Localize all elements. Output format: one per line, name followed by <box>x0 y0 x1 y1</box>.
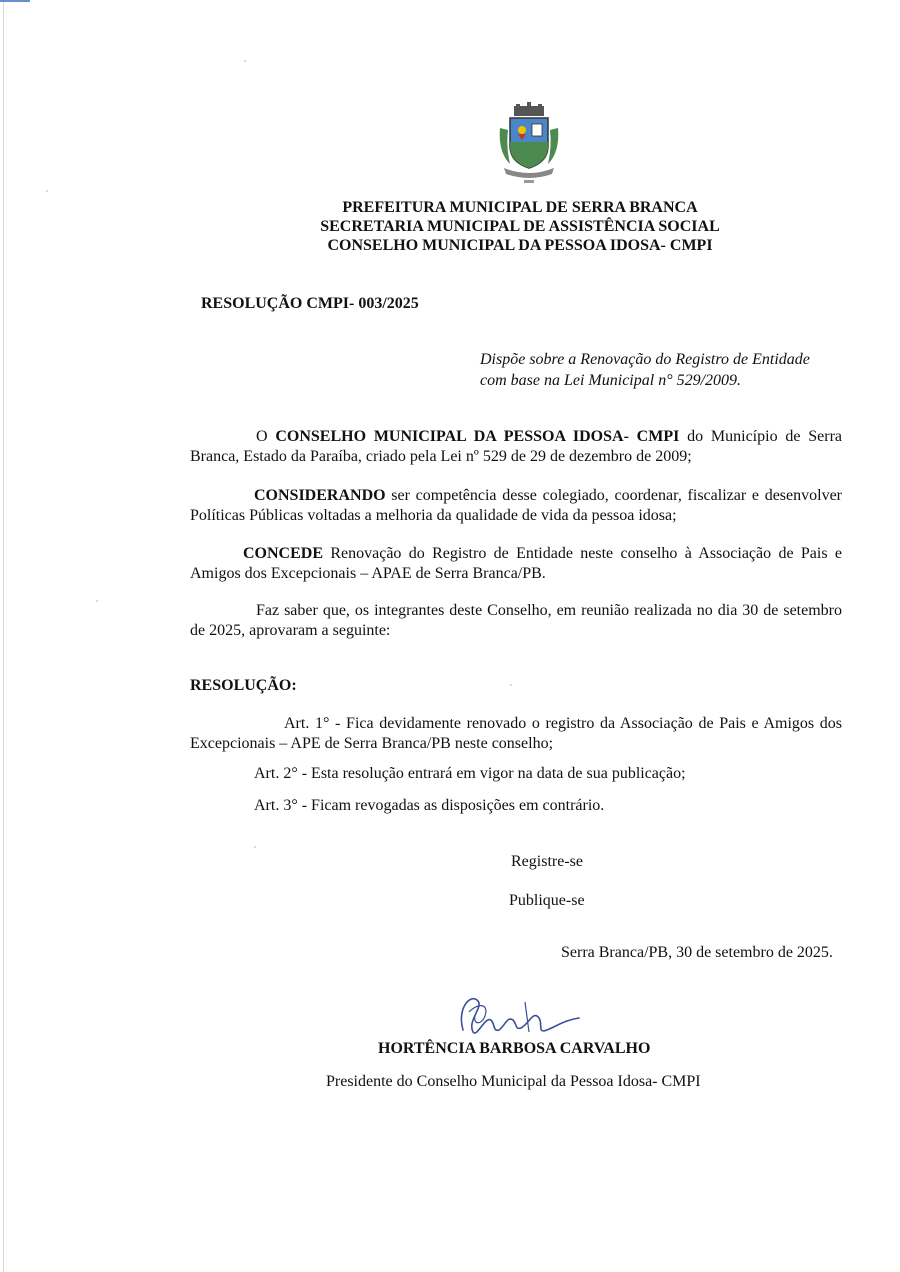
article-2: Art. 2° - Esta resolução entrará em vigor na data de sua publicação; <box>254 765 686 782</box>
paragraph-considerando <box>190 486 842 526</box>
article-3: Art. 3° - Ficam revogadas as disposições em contrário. <box>254 797 605 814</box>
scan-speck <box>96 600 98 602</box>
paragraph-conselho <box>190 427 842 467</box>
ementa-line2: com base na Lei Municipal n° 529/2009. <box>480 372 742 389</box>
registre-se: Registre-se <box>511 853 583 870</box>
paragraph-text: ser competência desse colegiado, coordenar, fiscalizar e desenvolver Políticas Públicas voltadas a melhoria da qualidade de vida da pessoa idosa; <box>190 487 842 524</box>
header-secretaria: SECRETARIA MUNICIPAL DE ASSISTÊNCIA SOCIAL <box>320 218 720 235</box>
article-1: Art. 1° - Fica devidamente renovado o registro da Associação de Pais e Amigos dos Excepcionais – APE de Serra Branca/PB neste conselho; <box>190 715 842 752</box>
handwritten-signature <box>455 990 585 1040</box>
ementa <box>480 349 842 391</box>
crest-laurel-right <box>548 128 558 164</box>
place-date: Serra Branca/PB, 30 de setembro de 2025. <box>561 944 833 961</box>
signatory-name: HORTÊNCIA BARBOSA CARVALHO <box>378 1040 651 1057</box>
ementa-line1: Dispõe sobre a Renovação do Registro de Entidade <box>480 351 810 368</box>
crest-laurel-left <box>500 128 510 164</box>
scan-speck <box>254 846 256 848</box>
council-name-bold: CONSELHO MUNICIPAL DA PESSOA IDOSA- CMPI <box>275 428 680 445</box>
paragraph-faz-saber: Faz saber que, os integrantes deste Conselho, em reunião realizada no dia 30 de setembro de 2025, aprovaram a seguinte: <box>190 602 842 639</box>
resolution-title: RESOLUÇÃO CMPI- 003/2025 <box>201 295 419 312</box>
paragraph-text: Renovação do Registro de Entidade neste conselho à Associação de Pais e Amigos dos Excepcionais – APAE de Serra Branca/PB. <box>190 545 842 582</box>
scan-left-edge <box>3 0 4 1272</box>
scan-speck <box>510 684 512 686</box>
paragraph-text: do Município de Serra Branca, Estado da Paraíba, criado pela Lei nº 529 de 29 de dezembro de 2009; <box>190 428 842 465</box>
concede-bold: CONCEDE <box>243 545 324 562</box>
header-conselho: CONSELHO MUNICIPAL DA PESSOA IDOSA- CMPI <box>327 237 713 254</box>
considerando-bold: CONSIDERANDO <box>254 487 386 504</box>
header-prefeitura: PREFEITURA MUNICIPAL DE SERRA BRANCA <box>342 199 698 216</box>
scan-speck <box>46 190 48 192</box>
crest-ribbon <box>504 168 554 178</box>
paragraph-prefix: O <box>256 428 276 445</box>
municipal-coat-of-arms-icon <box>496 102 562 186</box>
publique-se: Publique-se <box>509 892 585 909</box>
signatory-role: Presidente do Conselho Municipal da Pessoa Idosa- CMPI <box>326 1073 701 1090</box>
resolucao-heading: RESOLUÇÃO: <box>190 677 297 694</box>
scan-top-mark <box>0 0 30 2</box>
scan-speck <box>244 60 246 62</box>
paragraph-concede <box>190 544 842 584</box>
